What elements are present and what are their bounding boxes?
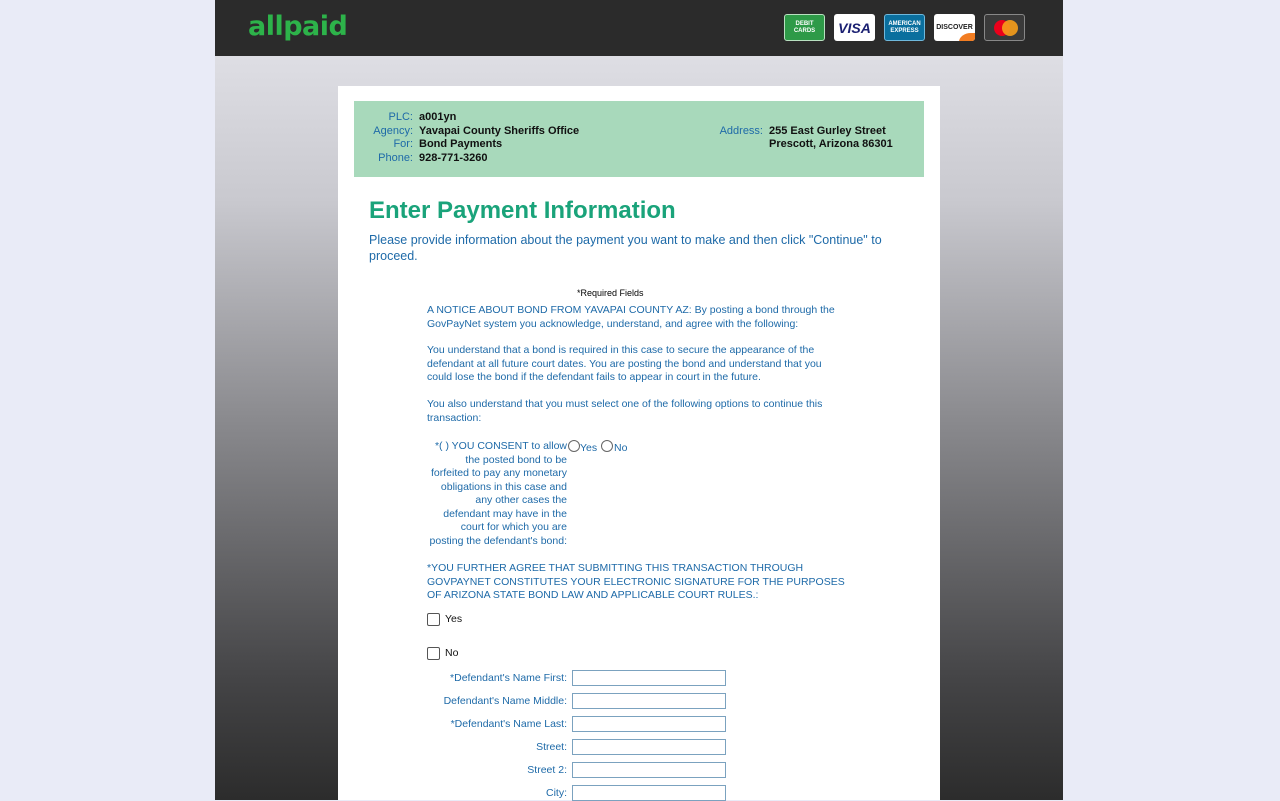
phone-label: Phone:	[378, 152, 413, 164]
defendant-first-name-label: *Defendant's Name First:	[450, 672, 567, 684]
consent-label: *( ) YOU CONSENT to allow the posted bond to be forfeited to pay any monetary obligations in this case and any other cases the defendant may have in the court for which you are posting the defendant's bond:	[429, 440, 567, 547]
consent-no-radio[interactable]	[601, 440, 613, 452]
required-fields-note: *Required Fields	[577, 288, 644, 298]
amex-card-icon: AMERICAN EXPRESS	[884, 14, 925, 41]
defendant-middle-name-label: Defendant's Name Middle:	[443, 695, 567, 707]
address-line2: Prescott, Arizona 86301	[769, 138, 893, 150]
defendant-last-name-input[interactable]	[572, 716, 726, 732]
page-instructions: Please provide information about the payment you want to make and then click "Continue" to proceed.	[369, 233, 882, 263]
defendant-middle-name-input[interactable]	[572, 693, 726, 709]
agency-label: Agency:	[373, 125, 413, 137]
bond-requirement-text: You understand that a bond is required in this case to secure the appearance of the defendant at all future court dates. You are posting the bond and understand that you could lose the bond if the defendant fails to appear in court in the future.	[427, 344, 822, 383]
content-panel	[338, 86, 940, 800]
electronic-signature-agreement: *YOU FURTHER AGREE THAT SUBMITTING THIS TRANSACTION THROUGH GOVPAYNET CONSTITUTES YOUR ELECTRONIC SIGNATURE FOR THE PURPOSES OF ARIZONA STATE BOND LAW AND APPLICABLE COURT RULES.:	[427, 562, 845, 601]
street-input[interactable]	[572, 739, 726, 755]
defendant-first-name-input[interactable]	[572, 670, 726, 686]
street2-input[interactable]	[572, 762, 726, 778]
agree-yes-checkbox[interactable]	[427, 613, 440, 626]
consent-yes-label[interactable]: Yes	[580, 442, 598, 454]
plc-value: a001yn	[419, 111, 457, 123]
consent-yes-radio[interactable]	[568, 440, 580, 452]
agency-value: Yavapai County Sheriffs Office	[419, 125, 580, 137]
city-input[interactable]	[572, 785, 726, 801]
consent-no-label[interactable]: No	[614, 442, 628, 454]
discover-card-icon: DISCOVER	[934, 14, 975, 41]
phone-value: 928-771-3260	[419, 152, 488, 164]
debit-card-icon: DEBIT CARDS	[784, 14, 825, 41]
bond-notice: A NOTICE ABOUT BOND FROM YAVAPAI COUNTY AZ: By posting a bond through the GovPayNet system you acknowledge, understand, and agree with the following:	[427, 304, 835, 330]
for-value: Bond Payments	[419, 138, 503, 150]
agree-no-label[interactable]: No	[445, 647, 459, 659]
agency-info-box	[354, 101, 924, 177]
allpaid-logo[interactable]: allpaid	[248, 11, 348, 42]
mastercard-card-icon	[984, 14, 1025, 41]
agree-yes-label[interactable]: Yes	[445, 613, 463, 625]
address-line1: 255 East Gurley Street	[769, 125, 886, 137]
for-label: For:	[393, 138, 413, 150]
city-label: City:	[546, 787, 567, 799]
page	[215, 0, 1063, 800]
street2-label: Street 2:	[527, 764, 567, 776]
defendant-last-name-label: *Defendant's Name Last:	[450, 718, 567, 730]
plc-label: PLC:	[388, 111, 413, 123]
mastercard-orange-circle	[1002, 20, 1018, 36]
page-title: Enter Payment Information	[369, 197, 676, 224]
agree-no-checkbox[interactable]	[427, 647, 440, 660]
top-bar	[215, 0, 1063, 56]
address-label: Address:	[719, 125, 763, 137]
street-label: Street:	[536, 741, 567, 753]
visa-card-icon: VISA	[834, 14, 875, 41]
select-option-text: You also understand that you must select one of the following options to continue this transaction:	[427, 398, 823, 424]
